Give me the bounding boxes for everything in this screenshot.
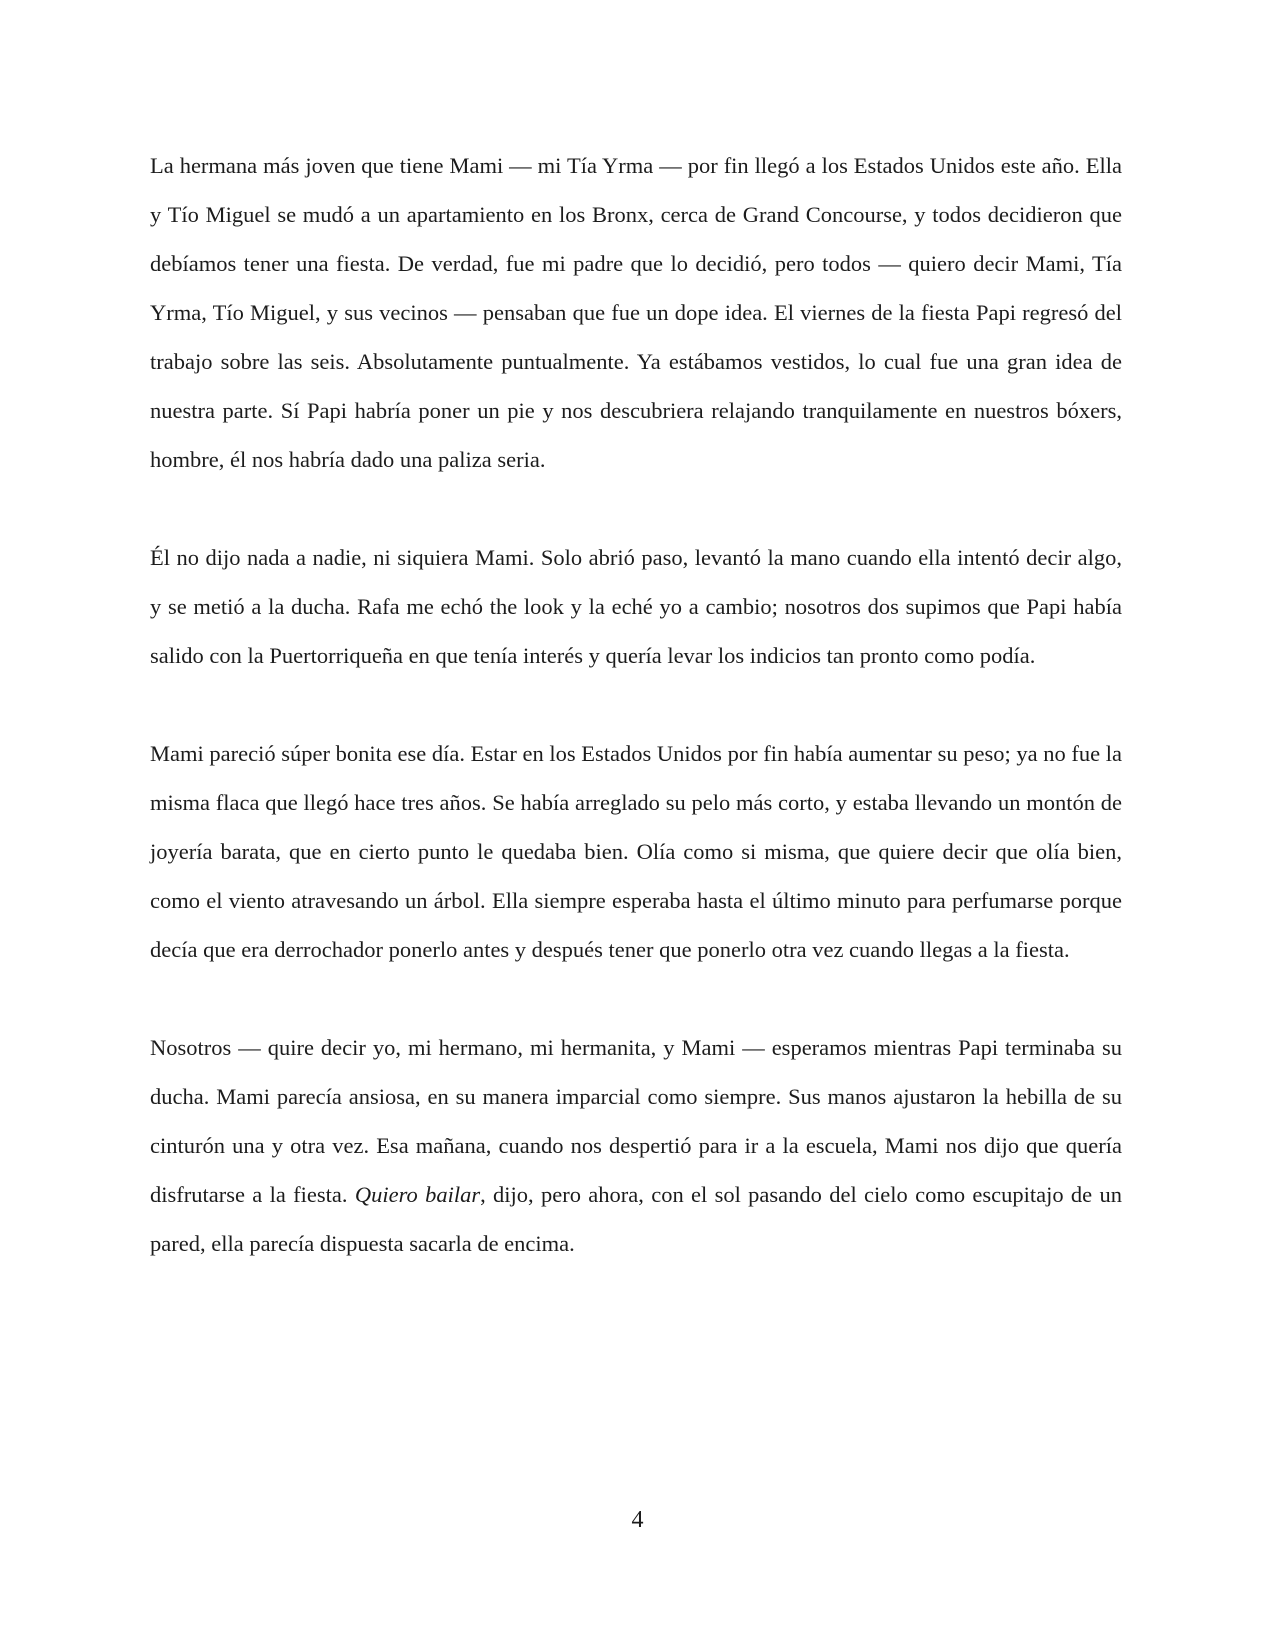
paragraph-3: Mami pareció súper bonita ese día. Estar en los Estados Unidos por fin había aumentar su peso; ya no fue la misma flaca que llegó hace tres años. Se había arreglado su pelo más corto, y estaba llevando un montón de joyería barata, que en cierto punto le quedaba bien. Olía como si misma, que quiere decir que olía bien, como el viento atravesando un árbol. Ella siempre esperaba hasta el último minuto para perfumarse porque decía que era derrochador ponerlo antes y después tener que ponerlo otra vez cuando llegas a la fiesta. [150,741,1122,962]
paragraph-1: La hermana más joven que tiene Mami — mi Tía Yrma — por fin llegó a los Estados Unidos este año. Ella y Tío Miguel se mudó a un apartamiento en los Bronx, cerca de Grand Concourse, y todos decidieron que debíamos tener una fiesta. De verdad, fue mi padre que lo decidió, pero todos — quiero decir Mami, Tía Yrma, Tío Miguel, y sus vecinos — pensaban que fue un dope idea. El viernes de la fiesta Papi regresó del trabajo sobre las seis. Absolutamente puntualmente. Ya estábamos vestidos, lo cual fue una gran idea de nuestra parte. Sí Papi habría poner un pie y nos descubriera relajando tranquilamente en nuestros bóxers, hombre, él nos habría dado una paliza seria. [150,153,1122,472]
paragraph-4-text-start: Nosotros — quire decir yo, mi hermano, mi hermanita, y Mami — esperamos mientras Papi terminaba su ducha. Mami parecía ansiosa, en su manera imparcial como siempre. Sus manos ajustaron la hebilla de su cinturón una y otra vez. Esa mañana, cuando nos despertió para ir a la escuela, Mami nos dijo que quería disfrutarse a la fiesta. [150,1035,1122,1207]
body-text [150,141,1122,1268]
paragraph-4 [150,1023,1122,1268]
paragraph-4-italic-phrase: Quiero bailar [354,1182,481,1207]
page-number: 4 [631,1507,644,1533]
paragraph-2: Él no dijo nada a nadie, ni siquiera Mami. Solo abrió paso, levantó la mano cuando ella intentó decir algo, y se metió a la ducha. Rafa me echó the look y la eché yo a cambio; nosotros dos supimos que Papi había salido con la Puertorriqueña en que tenía interés y quería levar los indicios tan pronto como podía. [150,545,1122,668]
paragraph-4-text-end: , dijo, pero ahora, con el sol pasando del cielo como escupitajo de un pared, ella parecía dispuesta sacarla de encima. [150,1182,1122,1256]
